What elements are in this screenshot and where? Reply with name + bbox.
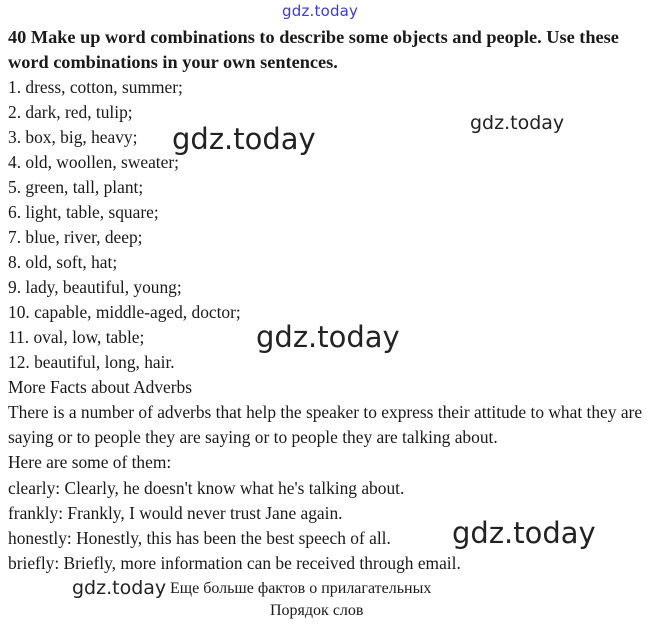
watermark-top: gdz.today (282, 2, 359, 20)
word-combination-list (8, 75, 241, 375)
list-item: 8. old, soft, hat; (8, 252, 118, 272)
watermark-lower-right: gdz.today (452, 516, 596, 550)
footer-line-1: Еще больше фактов о прилагательных (170, 580, 432, 597)
list-item: 5. green, tall, plant; (8, 177, 144, 197)
section-title: More Facts about Adverbs (8, 377, 193, 397)
example-item: honestly: Honestly, this has been the best speech of all. (8, 528, 391, 548)
example-item: frankly: Frankly, I would never trust Jane again. (8, 503, 343, 523)
footer-line-2: Порядок слов (270, 602, 364, 619)
list-item: 4. old, woollen, sweater; (8, 152, 179, 172)
list-item: 2. dark, red, tulip; (8, 102, 133, 122)
section-body (8, 400, 644, 475)
section-intro: Here are some of them: (8, 452, 172, 472)
watermark-bottom-left: gdz.today (72, 577, 167, 599)
list-item: 10. capable, middle-aged, doctor; (8, 302, 241, 322)
watermark-mid-right: gdz.today (470, 112, 565, 134)
list-item: 6. light, table, square; (8, 202, 159, 222)
example-item: clearly: Clearly, he doesn't know what he's talking about. (8, 478, 405, 498)
exercise-heading: 40 Make up word combinations to describe some objects and people. Use these word combinations in your own sentences. (8, 27, 619, 72)
watermark-center: gdz.today (256, 320, 400, 354)
list-item: 3. box, big, heavy; (8, 127, 138, 147)
example-item: briefly: Briefly, more information can be received through email. (8, 553, 461, 573)
adverb-example-list (8, 476, 461, 576)
section-paragraph: There is a number of adverbs that help the speaker to express their attitude to what they are saying or to people they are saying or to people they are talking about. (8, 402, 643, 447)
list-item: 9. lady, beautiful, young; (8, 277, 182, 297)
list-item: 1. dress, cotton, summer; (8, 77, 183, 97)
list-item: 12. beautiful, long, hair. (8, 352, 175, 372)
watermark-mid-left: gdz.today (172, 122, 316, 156)
list-item: 7. blue, river, deep; (8, 227, 143, 247)
list-item: 11. oval, low, table; (8, 327, 145, 347)
